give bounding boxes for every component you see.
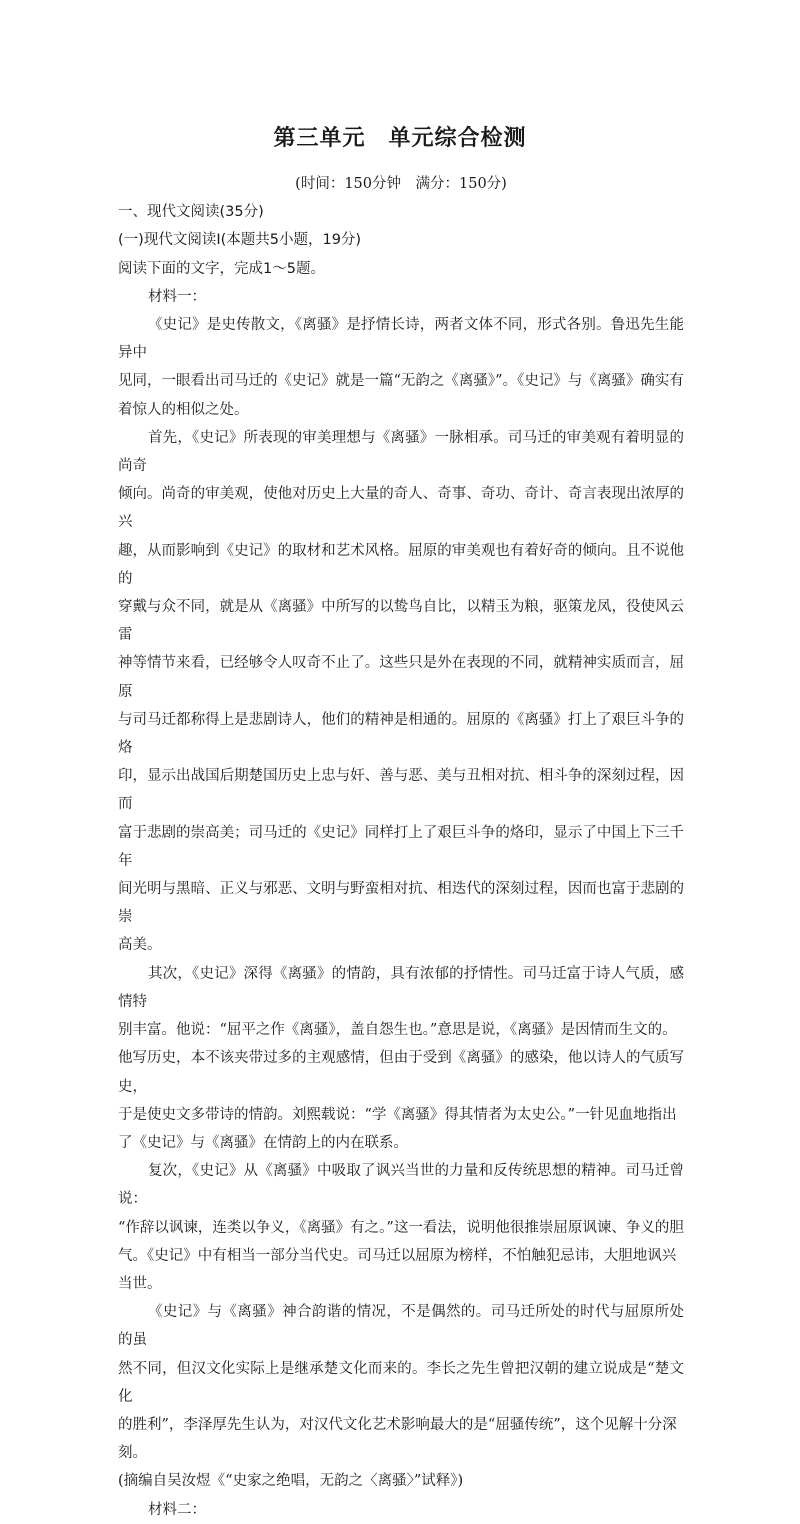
paragraph <box>118 1157 684 1298</box>
exam-info: (时间：150分钟 满分：150分) <box>295 176 507 192</box>
paragraph-line: 间光明与黑暗、正义与邪恶、文明与野蛮相对抗、相迭代的深刻过程，因而也富于悲剧的崇 <box>118 881 684 926</box>
paragraph-line: 复次，《史记》从《离骚》中吸取了讽兴当世的力量和反传统思想的精神。司马迁曾说： <box>118 1163 684 1208</box>
paragraph-line: “作辞以讽谏，连类以争义，《离骚》有之。”这一看法，说明他很推崇屈原讽谏、争义的胆 <box>118 1219 684 1236</box>
paragraph-line: 穿戴与众不同，就是从《离骚》中所写的以鸷鸟自比，以精玉为粮，驱策龙凤，役使风云雷 <box>118 599 684 644</box>
paragraph-line: 了《史记》与《离骚》在情韵上的内在联系。 <box>118 1134 408 1151</box>
paragraph-line: 的胜利”，李泽厚先生认为，对汉代文化艺术影响最大的是“屈骚传统”，这个见解十分深刻。 <box>118 1416 677 1462</box>
paragraph-line: 然不同，但汉文化实际上是继承楚文化而来的。李长之先生曾把汉朝的建立说成是“楚文化 <box>118 1360 684 1405</box>
paragraph-line: 高美。 <box>118 937 162 954</box>
paragraph-line: 倾向。尚奇的审美观，使他对历史上大量的奇人、奇事、奇功、奇计、奇言表现出浓厚的兴 <box>118 486 684 531</box>
paragraph-line: 神等情节来看，已经够令人叹奇不止了。这些只是外在表现的不同，就精神实质而言，屈原 <box>118 655 684 700</box>
paragraph <box>118 1298 684 1467</box>
paragraph-line: 于是使史文多带诗的情韵。刘熙载说：“学《离骚》得其情者为太史公。”一针见血地指出 <box>118 1106 677 1123</box>
paragraph-line: 见同，一眼看出司马迁的《史记》就是一篇“无韵之《离骚》”。《史记》与《离骚》确实有 <box>118 373 684 390</box>
document-body <box>118 170 684 1524</box>
page-title: 第三单元 单元综合检测 <box>273 126 527 151</box>
material1-label: 材料一： <box>148 288 206 305</box>
paragraph-line: 《史记》是史传散文，《离骚》是抒情长诗，两者文体不同，形式各别。鲁迅先生能异中 <box>118 317 684 362</box>
paragraph-line: 与司马迁都称得上是悲剧诗人，他们的精神是相通的。屈原的《离骚》打上了艰巨斗争的烙 <box>118 711 684 757</box>
section-heading: 一、现代文阅读(35分) <box>118 204 264 221</box>
paragraph <box>118 424 684 960</box>
paragraph-line: 富于悲剧的崇高美；司马迁的《史记》同样打上了艰巨斗争的烙印，显示了中国上下三千年 <box>118 824 684 869</box>
paragraph <box>118 960 684 1157</box>
paragraph-line: 印，显示出战国后期楚国历史上忠与奸、善与恶、美与丑相对抗、相斗争的深刻过程，因而 <box>118 768 684 813</box>
material2-label: 材料二： <box>148 1501 206 1518</box>
material1-text <box>118 311 684 1467</box>
instruction: 阅读下面的文字，完成1～5题。 <box>118 260 325 277</box>
paragraph-line: 他写历史，本不该夹带过多的主观感情，但由于受到《离骚》的感染，他以诗人的气质写史， <box>118 1050 684 1095</box>
paragraph-line: 其次，《史记》深得《离骚》的情韵，具有浓郁的抒情性。司马迁富于诗人气质，感情特 <box>118 965 684 1010</box>
paragraph-line: 别丰富。他说：“屈平之作《离骚》，盖自怨生也。”意思是说，《离骚》是因情而生文的。 <box>118 1022 677 1039</box>
paragraph-line: 《史记》与《离骚》神合韵谐的情况，不是偶然的。司马迁所处的时代与屈原所处的虽 <box>118 1304 684 1349</box>
paragraph-line: 气。《史记》中有相当一部分当代史。司马迁以屈原为榜样，不怕触犯忌讳，大胆地讽兴当世。 <box>118 1247 677 1292</box>
subsection-heading: (一)现代文阅读Ⅰ(本题共5小题，19分) <box>118 232 362 249</box>
source-citation: (摘编自吴汝煜《“史家之绝唱，无韵之〈离骚〉”试释》) <box>118 1473 464 1490</box>
paragraph <box>118 311 684 424</box>
paragraph-line: 着惊人的相似之处。 <box>118 401 249 418</box>
paragraph-line: 首先，《史记》所表现的审美理想与《离骚》一脉相承。司马迁的审美观有着明显的尚奇 <box>118 429 684 475</box>
paragraph-line: 趣，从而影响到《史记》的取材和艺术风格。屈原的审美观也有着好奇的倾向。且不说他的 <box>118 542 684 587</box>
